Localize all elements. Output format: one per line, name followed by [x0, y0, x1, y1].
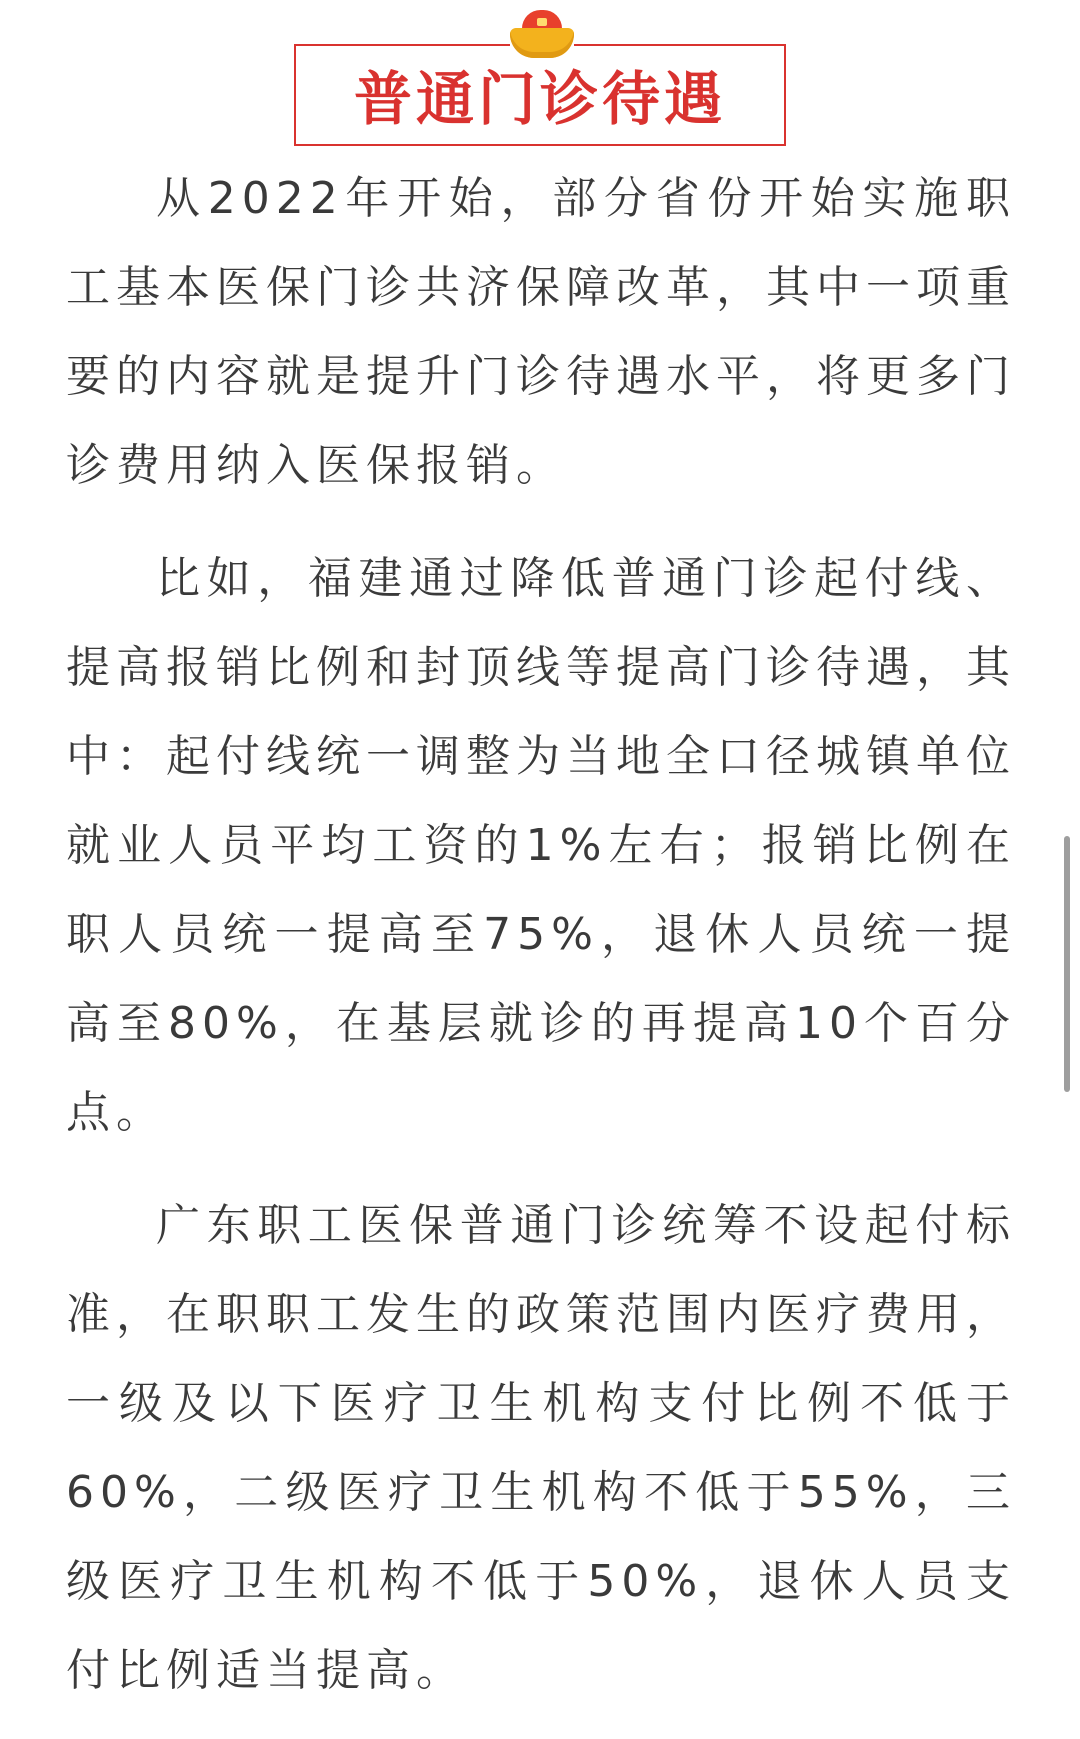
article-body — [66, 154, 1016, 1739]
scrollbar[interactable] — [1064, 836, 1070, 1092]
ingot-base — [510, 28, 574, 58]
paragraph-fujian: 比如，福建通过降低普通门诊起付线、提高报销比例和封顶线等提高门诊待遇，其中：起付线统一调整为当地全口径城镇单位就业人员平均工资的1%左右；报销比例在职人员统一提高至75%，退休人员统一提高至80%，在基层就诊的再提高10个百分点。 — [66, 553, 1016, 1138]
section-title: 普通门诊待遇 — [353, 65, 726, 133]
gold-ingot-icon — [510, 6, 574, 62]
paragraph-intro: 从2022年开始，部分省份开始实施职工基本医保门诊共济保障改革，其中一项重要的内容就是提升门诊待遇水平，将更多门诊费用纳入医保报销。 — [66, 173, 1016, 491]
paragraph-guangdong: 广东职工医保普通门诊统筹不设起付标准，在职职工发生的政策范围内医疗费用，一级及以下医疗卫生机构支付比例不低于60%，二级医疗卫生机构不低于55%，三级医疗卫生机构不低于50%，退休人员支付比例适当提高。 — [66, 1200, 1016, 1696]
